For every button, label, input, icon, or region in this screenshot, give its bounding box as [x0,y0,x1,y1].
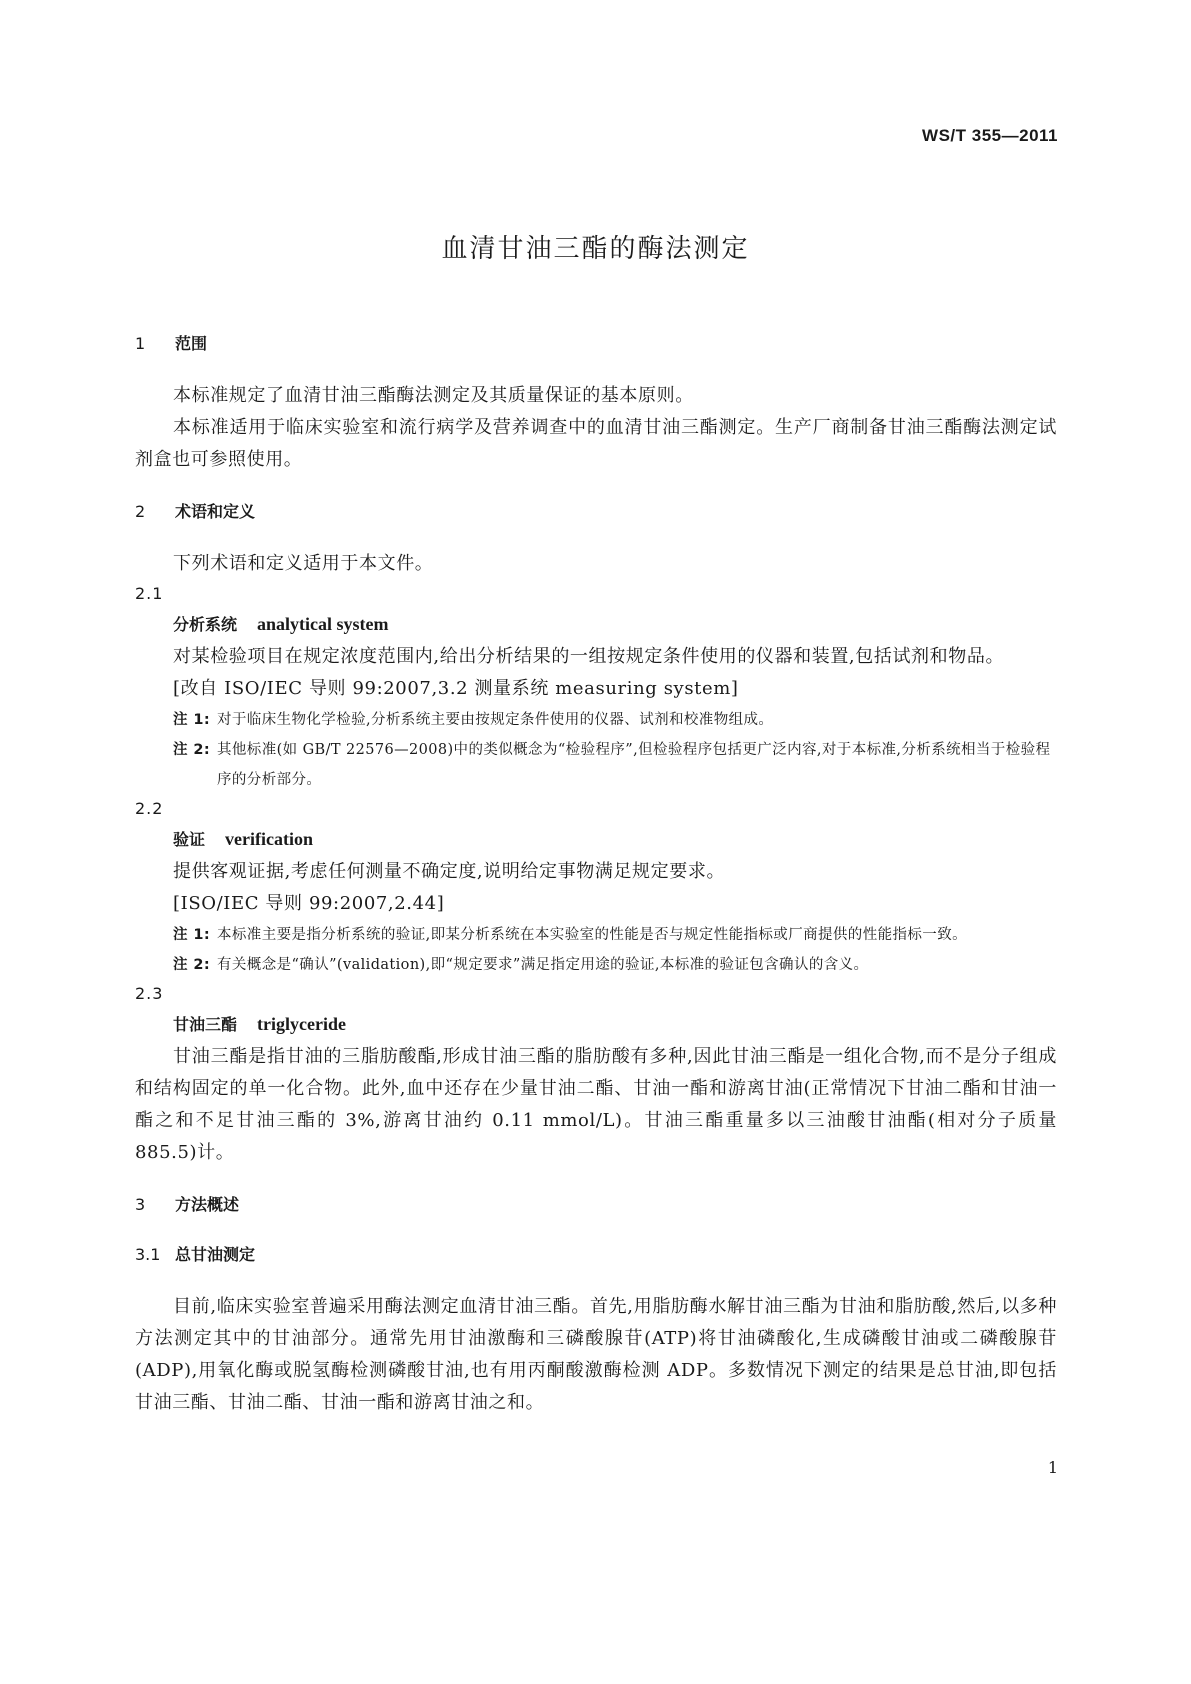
section-heading-terms [135,498,1057,526]
term-entry [173,823,1057,856]
note-text: 对于临床生物化学检验,分析系统主要由按规定条件使用的仪器、试剂和校准物组成。 [217,712,774,728]
note [173,920,1057,950]
note [173,950,1057,980]
term-entry [173,1008,1057,1041]
document-title: 血清甘油三酯的酶法测定 [441,234,750,264]
term-english: verification [225,829,313,849]
page-number: 1 [1047,1458,1058,1477]
term-definition: 提供客观证据,考虑任何测量不确定度,说明给定事物满足规定要求。 [173,861,726,882]
paragraph: 本标准规定了血清甘油三酯酶法测定及其质量保证的基本原则。 [173,385,694,406]
clause-number: 2.1 [135,584,164,603]
section-heading-method [135,1191,1057,1219]
note-text: 其他标准(如 GB/T 22576—2008)中的类似概念为“检验程序”,但检验程序包括更广泛内容,对于本标准,分析系统相当于检验程序的分析部分。 [217,742,1051,788]
term-definition: 对某检验项目在规定浓度范围内,给出分析结果的一组按规定条件使用的仪器和装置,包括试剂和物品。 [173,646,1005,667]
term-chinese: 验证 [173,830,206,849]
paragraph: 目前,临床实验室普遍采用酶法测定血清甘油三酯。首先,用脂肪酶水解甘油三酯为甘油和脂肪酸,然后,以多种方法测定其中的甘油部分。通常先用甘油激酶和三磷酸腺苷(ATP)将甘油磷酸化,生成磷酸甘油或二磷酸腺苷(ADP),用氧化酶或脱氢酶检测磷酸甘油,也有用丙酮酸激酶检测 ADP。多数情况下测定的结果是总甘油,即包括甘油三酯、甘油二酯、甘油一酯和游离甘油之和。 [135,1296,1057,1413]
section-title: 方法概述 [175,1195,240,1214]
note-label: 注 1: [173,927,211,943]
term-chinese: 分析系统 [173,615,238,634]
clause-number: 2.2 [135,799,164,818]
section-title: 术语和定义 [175,502,256,521]
subsection-number: 3.1 [135,1245,161,1264]
section-heading-scope [135,330,1057,358]
term-english: analytical system [257,614,389,634]
note-label: 注 2: [173,742,211,758]
term-english: triglyceride [257,1014,346,1034]
section-number: 2 [135,502,146,521]
note-label: 注 1: [173,712,211,728]
standard-number: WS/T 355—2011 [922,126,1058,145]
note [173,735,1057,795]
term-source: [改自 ISO/IEC 导则 99:2007,3.2 测量系统 measuring system] [173,678,739,699]
subsection-title: 总甘油测定 [175,1245,256,1264]
clause-number: 2.3 [135,984,164,1003]
note-text: 有关概念是“确认”(validation),即“规定要求”满足指定用途的验证,本标准的验证包含确认的含义。 [217,957,869,973]
document-body [135,330,1057,1419]
paragraph: 下列术语和定义适用于本文件。 [173,553,434,574]
paragraph: 本标准适用于临床实验室和流行病学及营养调查中的血清甘油三酯测定。生产厂商制备甘油三酯酶法测定试剂盒也可参照使用。 [135,417,1057,470]
term-entry [173,608,1057,641]
subsection-heading-total-glycerol [135,1241,1057,1269]
note-text: 本标准主要是指分析系统的验证,即某分析系统在本实验室的性能是否与规定性能指标或厂商提供的性能指标一致。 [217,927,968,943]
term-definition: 甘油三酯是指甘油的三脂肪酸酯,形成甘油三酯的脂肪酸有多种,因此甘油三酯是一组化合物,而不是分子组成和结构固定的单一化合物。此外,血中还存在少量甘油二酯、甘油一酯和游离甘油(正常情况下甘油二酯和甘油一酯之和不足甘油三酯的 3%,游离甘油约 0.11 mmol/L)。甘油三酯重量多以三油酸甘油酯(相对分子质量 885.5)计。 [135,1046,1057,1163]
note-label: 注 2: [173,957,211,973]
section-title: 范围 [175,334,208,353]
section-number: 1 [135,334,146,353]
term-source: [ISO/IEC 导则 99:2007,2.44] [173,893,445,914]
note [173,705,1057,735]
term-chinese: 甘油三酯 [173,1015,238,1034]
section-number: 3 [135,1195,146,1214]
